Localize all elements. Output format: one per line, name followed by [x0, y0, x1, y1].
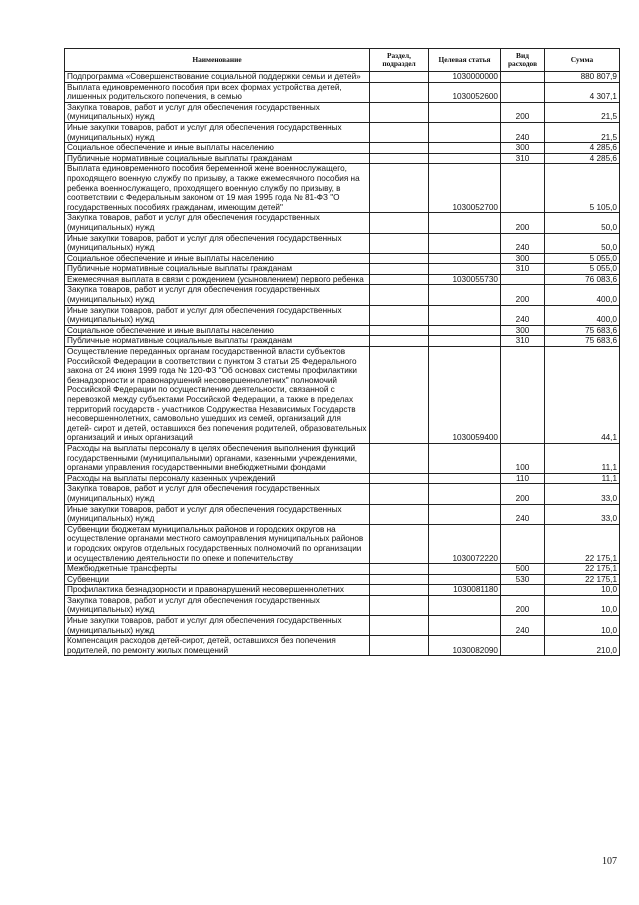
cell-target: [429, 595, 501, 615]
table-row: [65, 616, 620, 636]
table-header-row: [65, 49, 620, 72]
cell-target: [429, 213, 501, 233]
cell-name: Межбюджетные трансферты: [65, 564, 370, 575]
cell-name: Выплата единовременного пособия при всех формах устройства детей, лишенных родительского попечения, в семью: [65, 82, 370, 102]
header-section: Раздел, подраздел: [370, 49, 429, 72]
cell-section: [370, 274, 429, 285]
table-row: [65, 574, 620, 585]
table-row: [65, 564, 620, 575]
cell-kind: [501, 164, 545, 213]
cell-kind: 200: [501, 484, 545, 504]
table-row: [65, 72, 620, 83]
cell-name: Иные закупки товаров, работ и услуг для обеспечения государственных (муниципальных) нужд: [65, 122, 370, 142]
table-row: [65, 347, 620, 444]
cell-name: Подпрограмма «Совершенствование социальной поддержки семьи и детей»: [65, 72, 370, 83]
cell-kind: 240: [501, 305, 545, 325]
cell-target: [429, 325, 501, 336]
cell-name: Расходы на выплаты персоналу в целях обеспечения выполнения функций государственными (муниципальными) органами, казенными учреждениями, органами управления государственными внебюджетными фондами: [65, 443, 370, 473]
cell-section: [370, 616, 429, 636]
cell-section: [370, 213, 429, 233]
cell-kind: 200: [501, 285, 545, 305]
cell-name: Ежемесячная выплата в связи с рождением (усыновлением) первого ребенка: [65, 274, 370, 285]
cell-kind: [501, 636, 545, 656]
cell-section: [370, 233, 429, 253]
table-row: [65, 164, 620, 213]
cell-sum: 50,0: [545, 213, 620, 233]
budget-table: [64, 48, 620, 656]
cell-section: [370, 484, 429, 504]
cell-sum: 75 683,6: [545, 325, 620, 336]
cell-kind: 200: [501, 213, 545, 233]
cell-target: [429, 443, 501, 473]
cell-name: Публичные нормативные социальные выплаты гражданам: [65, 153, 370, 164]
cell-sum: 11,1: [545, 443, 620, 473]
cell-sum: 210,0: [545, 636, 620, 656]
cell-sum: 10,0: [545, 595, 620, 615]
cell-target: 1030059400: [429, 347, 501, 444]
cell-kind: 310: [501, 264, 545, 275]
cell-section: [370, 72, 429, 83]
table-row: [65, 305, 620, 325]
page-number: 107: [602, 856, 617, 867]
cell-section: [370, 574, 429, 585]
cell-target: [429, 484, 501, 504]
cell-sum: 5 055,0: [545, 264, 620, 275]
cell-name: Социальное обеспечение и иные выплаты населению: [65, 143, 370, 154]
cell-sum: 400,0: [545, 285, 620, 305]
cell-section: [370, 524, 429, 563]
table-row: [65, 102, 620, 122]
cell-sum: 76 083,6: [545, 274, 620, 285]
cell-sum: 33,0: [545, 504, 620, 524]
cell-name: Выплата единовременного пособия беременной жене военнослужащего, проходящего военную службу по призыву, а также ежемесячного пособия на ребенка военнослужащего, проходящего военную службу по призыву, в соответствии с Федеральным законом от 19 мая 1995 года № 81-ФЗ "О государственных пособиях гражданам, имеющим детей": [65, 164, 370, 213]
cell-kind: 310: [501, 336, 545, 347]
cell-section: [370, 636, 429, 656]
cell-section: [370, 443, 429, 473]
cell-name: Закупка товаров, работ и услуг для обеспечения государственных (муниципальных) нужд: [65, 102, 370, 122]
cell-target: [429, 305, 501, 325]
cell-section: [370, 122, 429, 142]
cell-kind: 240: [501, 122, 545, 142]
cell-section: [370, 164, 429, 213]
cell-kind: 530: [501, 574, 545, 585]
cell-section: [370, 264, 429, 275]
cell-target: [429, 253, 501, 264]
cell-sum: 22 175,1: [545, 574, 620, 585]
cell-target: 1030052700: [429, 164, 501, 213]
cell-name: Иные закупки товаров, работ и услуг для обеспечения государственных (муниципальных) нужд: [65, 233, 370, 253]
cell-sum: 5 055,0: [545, 253, 620, 264]
cell-sum: 22 175,1: [545, 524, 620, 563]
cell-kind: [501, 82, 545, 102]
table-row: [65, 285, 620, 305]
table-row: [65, 213, 620, 233]
cell-name: Закупка товаров, работ и услуг для обеспечения государственных (муниципальных) нужд: [65, 595, 370, 615]
cell-name: Субвенции: [65, 574, 370, 585]
cell-name: Социальное обеспечение и иные выплаты населению: [65, 253, 370, 264]
cell-target: [429, 285, 501, 305]
cell-target: [429, 336, 501, 347]
cell-name: Иные закупки товаров, работ и услуг для обеспечения государственных (муниципальных) нужд: [65, 305, 370, 325]
cell-sum: 50,0: [545, 233, 620, 253]
table-row: [65, 504, 620, 524]
cell-target: [429, 153, 501, 164]
cell-kind: [501, 72, 545, 83]
cell-name: Закупка товаров, работ и услуг для обеспечения государственных (муниципальных) нужд: [65, 285, 370, 305]
cell-kind: 300: [501, 143, 545, 154]
cell-section: [370, 143, 429, 154]
cell-section: [370, 336, 429, 347]
cell-target: [429, 616, 501, 636]
cell-kind: [501, 524, 545, 563]
cell-kind: 200: [501, 102, 545, 122]
cell-name: Осуществление переданных органам государственной власти субъектов Российской Федерации в соответствии с пунктом 3 статьи 25 Федерального закона от 24 июня 1999 года № 120-ФЗ "Об основах системы профилактики безнадзорности и правонарушений несовершеннолетних" полномочий Российской Федерации по осуществлению деятельности, связанной с перевозкой между субъектами Российской Федерации, а также в пределах территорий государств - участников Содружества Независимых Государств несовершеннолетних, самовольно ушедших из семей, организаций для детей- сирот и детей, оставшихся без попечения родителей, образовательных организаций и иных организаций: [65, 347, 370, 444]
cell-kind: 240: [501, 504, 545, 524]
cell-target: [429, 233, 501, 253]
table-row: [65, 484, 620, 504]
cell-sum: 4 307,1: [545, 82, 620, 102]
cell-section: [370, 564, 429, 575]
cell-section: [370, 473, 429, 484]
cell-sum: 11,1: [545, 473, 620, 484]
cell-name: Профилактика безнадзорности и правонарушений несовершеннолетних: [65, 585, 370, 596]
table-row: [65, 336, 620, 347]
cell-name: Иные закупки товаров, работ и услуг для обеспечения государственных (муниципальных) нужд: [65, 504, 370, 524]
cell-name: Закупка товаров, работ и услуг для обеспечения государственных (муниципальных) нужд: [65, 213, 370, 233]
table-row: [65, 143, 620, 154]
cell-name: Иные закупки товаров, работ и услуг для обеспечения государственных (муниципальных) нужд: [65, 616, 370, 636]
cell-target: 1030000000: [429, 72, 501, 83]
cell-sum: 400,0: [545, 305, 620, 325]
cell-target: 1030052600: [429, 82, 501, 102]
cell-name: Субвенции бюджетам муниципальных районов и городских округов на осуществление органами местного самоуправления муниципальных районов и городских округов отдельных государственных полномочий по организации и осуществлению деятельности по опеке и попечительству: [65, 524, 370, 563]
cell-target: [429, 504, 501, 524]
table-body: [65, 72, 620, 656]
table-row: [65, 443, 620, 473]
cell-sum: 10,0: [545, 616, 620, 636]
table-row: [65, 122, 620, 142]
cell-target: [429, 564, 501, 575]
table-row: [65, 585, 620, 596]
cell-target: 1030081180: [429, 585, 501, 596]
cell-kind: 310: [501, 153, 545, 164]
cell-sum: 4 285,6: [545, 143, 620, 154]
cell-name: Закупка товаров, работ и услуг для обеспечения государственных (муниципальных) нужд: [65, 484, 370, 504]
header-kind: Вид расходов: [501, 49, 545, 72]
cell-kind: [501, 274, 545, 285]
table-row: [65, 274, 620, 285]
cell-name: Публичные нормативные социальные выплаты гражданам: [65, 336, 370, 347]
cell-kind: [501, 347, 545, 444]
cell-target: [429, 473, 501, 484]
cell-target: [429, 264, 501, 275]
cell-sum: 880 807,9: [545, 72, 620, 83]
cell-name: Социальное обеспечение и иные выплаты населению: [65, 325, 370, 336]
cell-section: [370, 285, 429, 305]
cell-section: [370, 253, 429, 264]
cell-name: Публичные нормативные социальные выплаты гражданам: [65, 264, 370, 275]
cell-sum: 4 285,6: [545, 153, 620, 164]
cell-section: [370, 82, 429, 102]
cell-section: [370, 595, 429, 615]
table-row: [65, 325, 620, 336]
cell-sum: 22 175,1: [545, 564, 620, 575]
cell-kind: [501, 585, 545, 596]
cell-sum: 21,5: [545, 102, 620, 122]
cell-kind: 100: [501, 443, 545, 473]
table-row: [65, 82, 620, 102]
table-row: [65, 636, 620, 656]
cell-sum: 44,1: [545, 347, 620, 444]
table-row: [65, 595, 620, 615]
cell-kind: 110: [501, 473, 545, 484]
cell-sum: 33,0: [545, 484, 620, 504]
cell-name: Расходы на выплаты персоналу казенных учреждений: [65, 473, 370, 484]
cell-target: 1030082090: [429, 636, 501, 656]
cell-target: [429, 122, 501, 142]
table-row: [65, 253, 620, 264]
table-row: [65, 153, 620, 164]
cell-kind: 300: [501, 325, 545, 336]
table-row: [65, 473, 620, 484]
table-row: [65, 524, 620, 563]
cell-target: [429, 102, 501, 122]
table-row: [65, 264, 620, 275]
cell-kind: 300: [501, 253, 545, 264]
table-row: [65, 233, 620, 253]
cell-sum: 5 105,0: [545, 164, 620, 213]
cell-kind: 240: [501, 233, 545, 253]
cell-kind: 240: [501, 616, 545, 636]
cell-sum: 75 683,6: [545, 336, 620, 347]
header-sum: Сумма: [545, 49, 620, 72]
cell-sum: 21,5: [545, 122, 620, 142]
cell-sum: 10,0: [545, 585, 620, 596]
cell-section: [370, 305, 429, 325]
cell-section: [370, 347, 429, 444]
cell-target: 1030072220: [429, 524, 501, 563]
cell-section: [370, 585, 429, 596]
header-target: Целевая статья: [429, 49, 501, 72]
header-name: Наименование: [65, 49, 370, 72]
cell-target: [429, 143, 501, 154]
cell-section: [370, 325, 429, 336]
cell-kind: 500: [501, 564, 545, 575]
cell-target: [429, 574, 501, 585]
cell-section: [370, 504, 429, 524]
cell-kind: 200: [501, 595, 545, 615]
cell-section: [370, 102, 429, 122]
cell-section: [370, 153, 429, 164]
cell-target: 1030055730: [429, 274, 501, 285]
cell-name: Компенсация расходов детей-сирот, детей, оставшихся без попечения родителей, по ремонту жилых помещений: [65, 636, 370, 656]
